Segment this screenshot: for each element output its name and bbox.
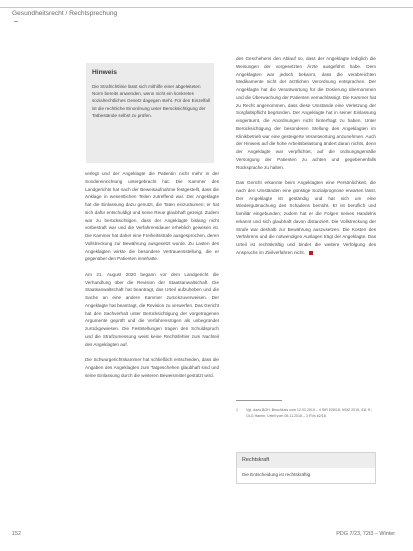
footnote-rule bbox=[236, 400, 282, 401]
left-column bbox=[85, 170, 219, 387]
header-rule bbox=[0, 7, 413, 8]
right-paragraph-2-wrapper bbox=[236, 179, 376, 257]
footnote-text: Vgl. dazu BGH, Beschluss vom 12.03.2019 – 4 StR 528/18, NStZ 2019, 411 ff.; OLG Hamm, Urteil vom 05.11.2018 – 3 RVs 62/18. bbox=[246, 408, 372, 418]
hinweis-text: Die Strafrichtlinie lässt sich mithilfe einer abgeleiteten Norm bereits anwenden, wenn nicht ein konkretes sozialrechtliches Gesetz dagegen steht. Für den Einzelfall ist die rechtliche Einordnung unter Berücksichtigung der Tatbestände selbst zu prüfen. bbox=[92, 84, 210, 118]
left-paragraph-1: verlegt und der Angeklagte die Patientin nicht mehr in der Sondereinrichtung untergebracht hat. Die Kammer des Landgerichts hat nach der Beweisaufnahme festgestellt, dass die Anklage in wesentlichen Teilen zutreffend war. Der Angeklagte hat die Einlassung dazu genutzt, die Taten einzuräumen; er hat sich dafür entschuldigt und seine Reue glaubhaft gezeigt. Zudem war zu berücksichtigen, dass der Angeklagte bislang nicht vorbestraft war und die Verfahrensdauer erheblich gewesen ist. Die Kammer hat daher eine Freiheitsstrafe ausgesprochen, deren Vollstreckung zur Bewährung ausgesetzt wurde. Zu Lasten des Angeklagten wirkte die besondere Vertrauensstellung, die er gegenüber den Patienten innehatte. bbox=[85, 171, 219, 262]
rechtskraft-text: Die Entscheidung ist rechtskräftig. bbox=[242, 472, 312, 477]
hinweis-title: Hinweis bbox=[92, 69, 117, 76]
footer-source: PDG 7/23, 72t3 – Winter bbox=[336, 531, 395, 537]
footnote bbox=[236, 407, 376, 419]
right-column bbox=[236, 55, 376, 264]
left-paragraph-3: Die Schwurgerichtskammer hat schließlich entschieden, dass die Angaben des Angeklagten zum Tatgeschehen glaubhaft sind und seine Einlassung durch die weiteren Beweismittel gestützt wird. bbox=[85, 357, 219, 378]
header-marker bbox=[14, 21, 18, 22]
rechtskraft-title: Rechtskraft bbox=[242, 457, 270, 463]
page-header bbox=[0, 0, 413, 28]
end-of-article-mark bbox=[309, 251, 313, 255]
section-title: Gesundheitsrecht / Rechtsprechung bbox=[12, 10, 118, 17]
page-number: 152 bbox=[12, 531, 21, 537]
right-paragraph-2: Das Gericht erkannte beim Angeklagten eine Persönlichkeit, die nach den Umständen eine günstige Sozialprognose erwarten lässt. Der Angeklagte ist geständig und hat sich um eine Wiedergutmachung des Schadens bemüht. Er ist beruflich und familiär eingebunden; zudem hat er die Folgen seines Handelns erkannt und sich glaubhaft davon distanziert. Die Vollstreckung der Strafe war deshalb zur Bewährung auszusetzen. Die Kosten des Verfahrens und die notwendigen Auslagen trägt der Angeklagte. Das Urteil ist rechtskräftig und bindet die weitere Verfolgung des Anspruchs im Zivilverfahren nicht. bbox=[236, 180, 376, 255]
rechtskraft-header bbox=[237, 453, 375, 468]
right-paragraph-1: des Geschehens den Ablauf so, dass der Angeklagte lediglich die Weisungen der vorgesetzten Ärzte ausgeführt habe. Dem Angeklagten war jedoch bekannt, dass die verabreichten Medikamente nicht der ärztlichen Verordnung entsprachen. Der Angeklagte hat die Verantwortung für die Dosierung übernommen und die Überwachung der Patienten vernachlässigt. Die Kammer hat zu Recht angenommen, dass diese Umstände eine Verletzung der Sorgfaltspflicht begründen. Der Angeklagte hat in seiner Einlassung eingeräumt, die Anordnungen nicht hinterfragt zu haben. Unter Berücksichtigung der besonderen Stellung des Angeklagten im Klinikbetrieb war eine gesteigerte Verantwortung anzunehmen. Auch der Hinweis auf die hohe Arbeitsbelastung ändert daran nichts, denn der Angeklagte war verpflichtet, auf die ordnungsgemäße Versorgung der Patienten zu achten und gegebenenfalls Rücksprache zu halten. bbox=[236, 56, 376, 170]
left-paragraph-2: Am 21. August 2020 begann vor dem Landgericht die Verhandlung über die Revision der Staatsanwaltschaft. Die Staatsanwaltschaft hat beantragt, das Urteil aufzuheben und die Sache an eine andere Kammer zurückzuverweisen. Der Angeklagte hat beantragt, die Revision zu verwerfen. Das Gericht hat den Sachverhalt unter Berücksichtigung der vorgetragenen Argumente geprüft und die Verfahrensrügen als unbegründet zurückgewiesen. Die Feststellungen tragen den Schuldspruch und die Strafzumessung weist keine Rechtsfehler zum Nachteil des Angeklagten auf. bbox=[85, 271, 219, 347]
rechtskraft-box bbox=[236, 452, 376, 484]
footnote-number: 1 bbox=[236, 408, 238, 412]
hinweis-box bbox=[86, 63, 214, 163]
